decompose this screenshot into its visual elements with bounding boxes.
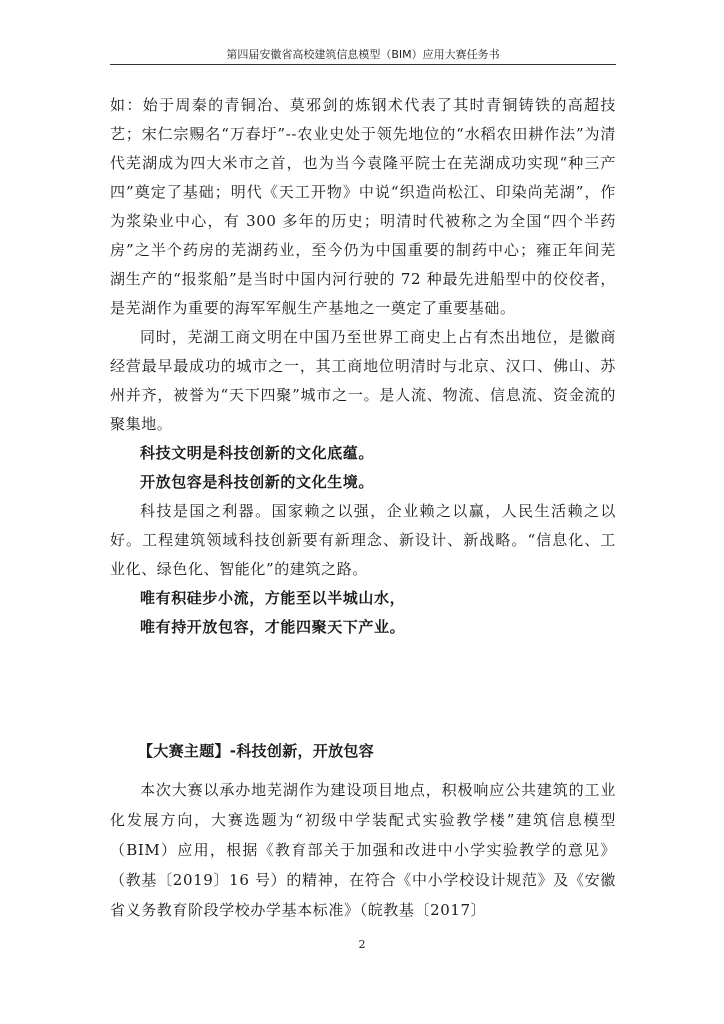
paragraph-commerce: 同时，芜湖工商文明在中国乃至世界工商史上占有杰出地位，是徽商经营最早最成功的城市之一，其工商地位明清时与北京、汉口、佛山、苏州并齐，被誉为“天下四聚”城市之一。是人流、物流、信息流、资金流的聚集地。: [110, 328, 616, 433]
section-body: [110, 775, 616, 925]
section-heading: 【大赛主题】-科技创新，开放包容: [138, 742, 375, 760]
main-body: [110, 91, 616, 642]
header-divider: [110, 64, 616, 65]
bold-statement-2: 开放包容是科技创新的文化生境。: [140, 473, 375, 491]
page-header: 第四届安徽省高校建筑信息模型（BIM）应用大赛任务书: [226, 48, 500, 61]
bold-statement-4: 唯有持开放包容，才能四聚天下产业。: [140, 618, 406, 636]
bold-statement-1: 科技文明是科技创新的文化底蕴。: [140, 444, 375, 462]
paragraph-competition-topic: 本次大赛以承办地芜湖作为建设项目地点，积极响应公共建筑的工业化发展方向，大赛选题为“初级中学装配式实验教学楼”建筑信息模型（BIM）应用，根据《教育部关于加强和改进中小学实验教学的意见》（教基〔2019〕16 号）的精神，在符合《中小学校设计规范》及《安徽省义务教育阶段学校办学基本标准》（皖教基〔2017〕: [110, 781, 616, 919]
page-number: 2: [358, 938, 366, 951]
paragraph-technology: 科技是国之利器。国家赖之以强，企业赖之以赢，人民生活赖之以好。工程建筑领域科技创新要有新理念、新设计、新战略。“信息化、工业化、绿色化、智能化”的建筑之路。: [110, 502, 616, 578]
paragraph-history: 如：始于周秦的青铜冶、莫邪剑的炼钢术代表了其时青铜铸铁的高超技艺；宋仁宗赐名“万春圩”--农业史处于领先地位的“水稻农田耕作法”为清代芜湖成为四大米市之首，也为当今袁隆平院士在芜湖成功实现“种三产四”奠定了基础；明代《天工开物》中说“织造尚松江、印染尚芜湖”，作为浆染业中心，有 300 多年的历史；明清时代被称之为全国“四个半药房”之半个药房的芜湖药业，至今仍为中国重要的制药中心；雍正年间芜湖生产的“报浆船”是当时中国内河行驶的 72 种最先进船型中的佼佼者，是芜湖作为重要的海军军舰生产基地之一奠定了重要基础。: [110, 96, 616, 317]
bold-statement-3: 唯有积硅步小流，方能至以半城山水，: [140, 589, 406, 607]
